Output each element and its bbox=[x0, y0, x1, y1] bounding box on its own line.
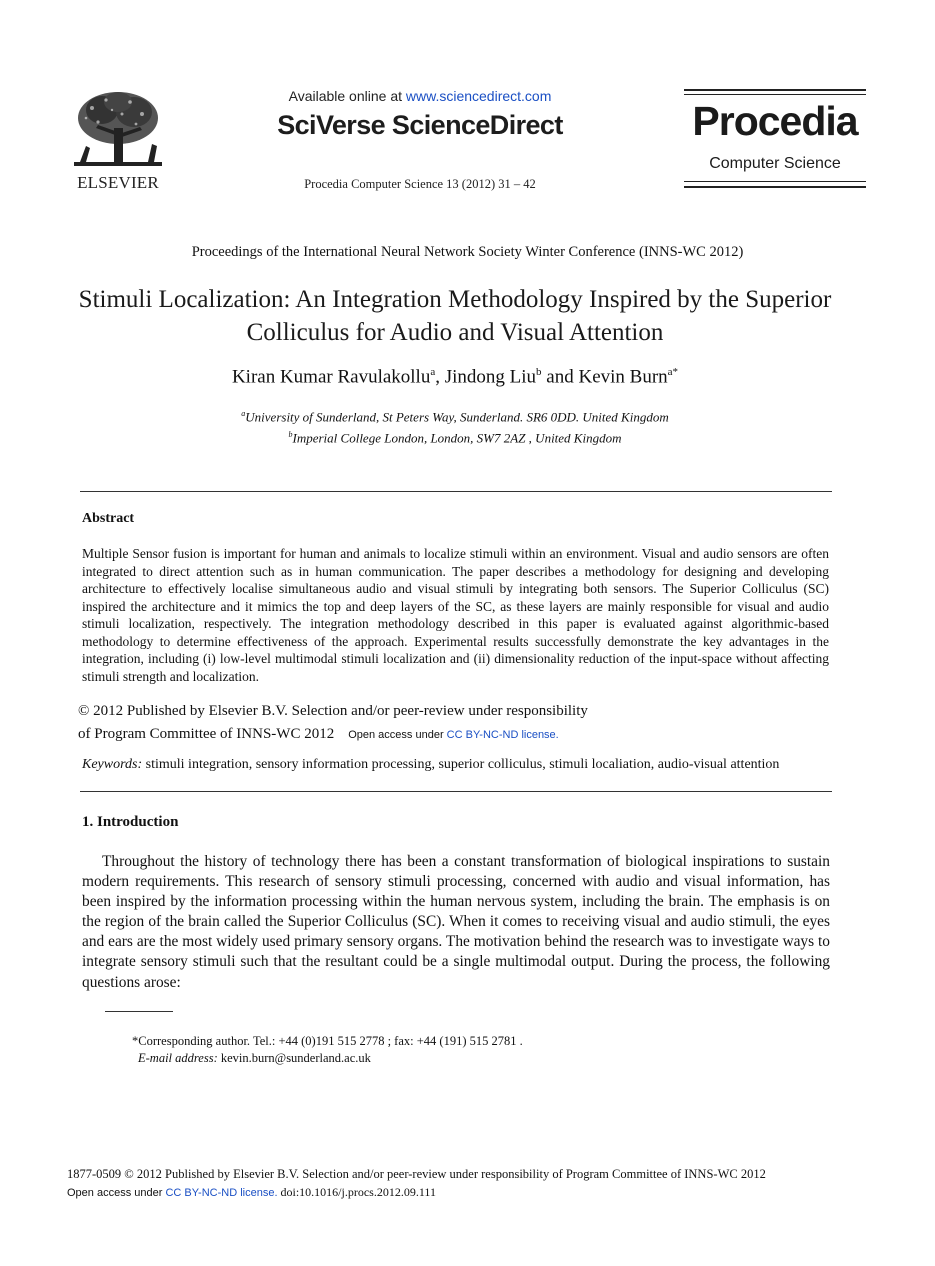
author-affil-mark: a* bbox=[667, 366, 679, 378]
logo-rule-bottom-thin bbox=[684, 181, 866, 182]
copyright-notice bbox=[78, 700, 678, 747]
keywords bbox=[82, 757, 842, 773]
footer-issn-line: 1877-0509 © 2012 Published by Elsevier B.V. Selection and/or peer-review under responsibility of Program Committee of INNS-WC 2012 bbox=[67, 1167, 766, 1181]
affiliations bbox=[100, 405, 810, 448]
affiliation bbox=[100, 426, 810, 447]
author-affil-mark: b bbox=[536, 366, 542, 378]
footnote bbox=[132, 1033, 732, 1067]
paper-title: Stimuli Localization: An Integration Methodology Inspired by the Superior Colliculus for Audio and Visual Attention bbox=[78, 286, 832, 346]
platform-name: SciVerse ScienceDirect bbox=[277, 110, 563, 140]
divider-top bbox=[80, 491, 832, 492]
introduction-paragraph: Throughout the history of technology there has been a constant transformation of biological inspirations to sustain modern requirements. This research of sensory stimuli processing, concerned with audio and visual information, has been inspired by the information processing within the human nervous system, including the brain. The emphasis is on the region of the brain called the Superior Colliculus (SC). When it comes to receiving visual and audio stimuli, the eyes and ears are the most widely used primary sensory organs. The motivation behind the research was to investigate ways to integrate sensory stimuli such that the resultant could be a single multimodal output. During the process, the following questions arose: bbox=[82, 853, 830, 991]
affiliation-mark: b bbox=[288, 430, 293, 440]
footer-open-access-prefix: Open access under bbox=[67, 1187, 166, 1199]
author-name: Jindong Liu bbox=[444, 366, 537, 388]
available-online-line bbox=[270, 88, 570, 104]
copyright-line-2 bbox=[78, 723, 678, 747]
affiliation-mark: a bbox=[241, 409, 246, 418]
corresponding-author-note: *Corresponding author. Tel.: +44 (0)191 515 2778 ; fax: +44 (191) 515 2781 . bbox=[132, 1034, 523, 1048]
logo-rule-bottom bbox=[684, 186, 866, 188]
author-name: Kevin Burn bbox=[578, 366, 668, 388]
affiliation-text: University of Sunderland, St Peters Way, Sunderland. SR6 0DD. United Kingdom bbox=[245, 409, 669, 425]
keywords-label: Keywords: bbox=[82, 757, 143, 772]
abstract-text: Multiple Sensor fusion is important for human and animals to localize stimuli within an environment. Visual and audio sensors are often integrated to direct attention such as in human communication. The paper describes a methodology for designing and developing architecture to effectively localise simultaneous audio and visual stimuli by integrating both sensors. The Superior Colliculus (SC) inspired the architecture and it mimics the top and deep layers of the SC, as these layers are mainly responsible for visual and audio stimuli localization, respectively. The integration methodology described in this paper is evaluated against algorithmic-based methodology to determine effectiveness of the approach. Experimental results successfully demonstrate the key advantages in the integration, including (i) low-level multimodal stimuli localization and (ii) dimensionality reduction of the input-space without affecting stimuli strength and localization. bbox=[82, 546, 829, 684]
open-access-note bbox=[348, 729, 559, 741]
section-heading-introduction: 1. Introduction bbox=[82, 814, 179, 830]
proceedings-line: Proceedings of the International Neural Network Society Winter Conference (INNS-WC 2012) bbox=[191, 244, 744, 260]
journal-logo bbox=[684, 89, 866, 189]
author-list bbox=[100, 366, 810, 388]
affiliation-text: Imperial College London, London, SW7 2AZ , United Kingdom bbox=[292, 430, 622, 446]
copyright-line-2-text: of Program Committee of INNS-WC 2012 bbox=[78, 726, 335, 742]
email-line bbox=[132, 1050, 732, 1067]
author-separator: and bbox=[541, 366, 579, 388]
affiliation bbox=[100, 405, 810, 426]
footer-doi-line bbox=[67, 1185, 887, 1200]
journal-reference: Procedia Computer Science 13 (2012) 31 – 42 bbox=[304, 177, 536, 191]
logo-rule-top-thin bbox=[684, 94, 866, 95]
logo-rule-top bbox=[684, 89, 866, 91]
license-link[interactable]: CC BY-NC-ND license. bbox=[446, 729, 559, 741]
publisher-wordmark: ELSEVIER bbox=[77, 173, 159, 192]
author-name: Kiran Kumar Ravulakollu bbox=[231, 366, 431, 388]
journal-logo-title: Procedia bbox=[692, 98, 858, 144]
copyright-line-1: © 2012 Published by Elsevier B.V. Selection and/or peer-review under responsibility bbox=[78, 703, 588, 719]
available-prefix: Available online at bbox=[288, 88, 406, 104]
email-address: kevin.burn@sunderland.ac.uk bbox=[217, 1051, 371, 1065]
sciencedirect-link[interactable]: www.sciencedirect.com bbox=[405, 88, 552, 104]
footer-license-link[interactable]: CC BY-NC-ND license. bbox=[165, 1187, 278, 1199]
footnote-divider bbox=[105, 1011, 173, 1012]
author-separator: , bbox=[435, 366, 445, 388]
abstract-heading: Abstract bbox=[82, 511, 135, 526]
open-access-prefix: Open access under bbox=[348, 729, 447, 741]
journal-logo-subtitle: Computer Science bbox=[709, 155, 841, 172]
doi: doi:10.1016/j.procs.2012.09.111 bbox=[277, 1185, 436, 1199]
divider-bottom bbox=[80, 791, 832, 792]
author-affil-mark: a bbox=[430, 366, 436, 378]
keywords-list: stimuli integration, sensory information processing, superior colliculus, stimuli localiation, audio-visual attention bbox=[142, 757, 780, 772]
email-label: E-mail address: bbox=[138, 1051, 218, 1065]
